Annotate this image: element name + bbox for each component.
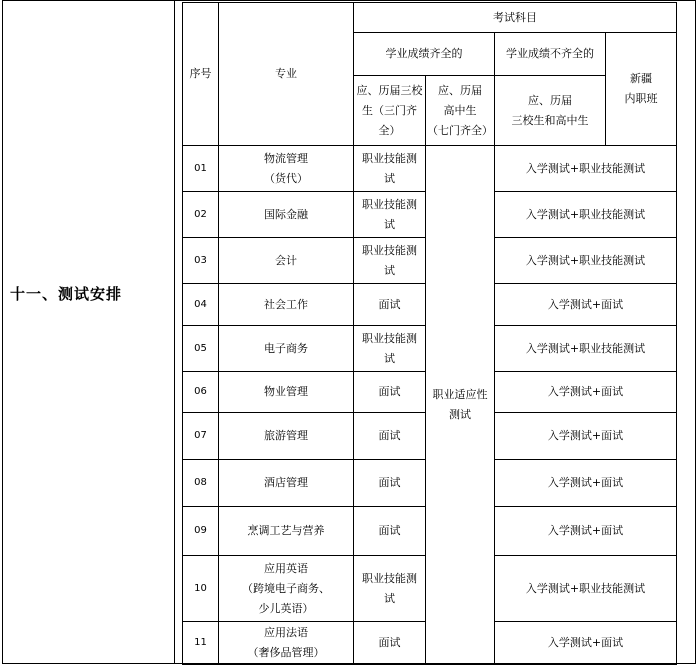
header-three-school: 应、历届三校 生（三门齐 全）	[354, 76, 426, 146]
row-other-test: 入学测试+面试	[495, 622, 677, 665]
row-major: 应用英语 （跨境电子商务、 少儿英语）	[219, 556, 354, 622]
row-three-school-test: 面试	[354, 460, 426, 507]
row-major: 酒店管理	[219, 460, 354, 507]
row-number: 10	[183, 556, 219, 622]
row-number: 03	[183, 238, 219, 284]
row-number: 11	[183, 622, 219, 665]
header-incomplete-all: 应、历届 三校生和高中生	[495, 76, 606, 146]
row-other-test: 入学测试+面试	[495, 372, 677, 413]
row-number: 08	[183, 460, 219, 507]
row-major: 应用法语 （奢侈品管理）	[219, 622, 354, 665]
row-number: 06	[183, 372, 219, 413]
row-other-test: 入学测试+面试	[495, 507, 677, 556]
row-other-test: 入学测试+面试	[495, 413, 677, 460]
header-complete: 学业成绩齐全的	[354, 33, 495, 76]
row-number: 09	[183, 507, 219, 556]
row-other-test: 入学测试+职业技能测试	[495, 326, 677, 372]
row-other-test: 入学测试+职业技能测试	[495, 556, 677, 622]
row-number: 05	[183, 326, 219, 372]
row-three-school-test: 职业技能测 试	[354, 146, 426, 192]
row-major: 烹调工艺与营养	[219, 507, 354, 556]
row-three-school-test: 面试	[354, 413, 426, 460]
row-other-test: 入学测试+职业技能测试	[495, 146, 677, 192]
row-number: 01	[183, 146, 219, 192]
row-major: 物流管理 （货代）	[219, 146, 354, 192]
section-title: 十一、测试安排	[10, 285, 123, 303]
row-major: 国际金融	[219, 192, 354, 238]
high-school-test-merged: 职业适应性 测试	[426, 146, 495, 665]
row-three-school-test: 职业技能测 试	[354, 556, 426, 622]
row-other-test: 入学测试+职业技能测试	[495, 192, 677, 238]
header-exam-subjects: 考试科目	[354, 3, 677, 33]
header-high-school: 应、历届 高中生 （七门齐全）	[426, 76, 495, 146]
header-seq: 序号	[183, 3, 219, 146]
table-row	[183, 146, 677, 192]
row-major: 电子商务	[219, 326, 354, 372]
header-major: 专业	[219, 3, 354, 146]
header-row-1	[183, 3, 677, 33]
row-major: 社会工作	[219, 284, 354, 326]
row-other-test: 入学测试+职业技能测试	[495, 238, 677, 284]
row-other-test: 入学测试+面试	[495, 284, 677, 326]
row-three-school-test: 职业技能测 试	[354, 192, 426, 238]
row-three-school-test: 面试	[354, 507, 426, 556]
row-three-school-test: 面试	[354, 284, 426, 326]
row-major: 物业管理	[219, 372, 354, 413]
row-number: 04	[183, 284, 219, 326]
row-three-school-test: 职业技能测 试	[354, 238, 426, 284]
row-three-school-test: 面试	[354, 372, 426, 413]
header-xinjiang: 新疆 内职班	[606, 33, 677, 146]
row-major: 会计	[219, 238, 354, 284]
row-number: 07	[183, 413, 219, 460]
exam-schedule-table	[182, 2, 677, 665]
row-three-school-test: 面试	[354, 622, 426, 665]
outer-divider	[174, 0, 175, 664]
row-number: 02	[183, 192, 219, 238]
row-other-test: 入学测试+面试	[495, 460, 677, 507]
header-incomplete: 学业成绩不齐全的	[495, 33, 606, 76]
row-major: 旅游管理	[219, 413, 354, 460]
row-three-school-test: 职业技能测 试	[354, 326, 426, 372]
